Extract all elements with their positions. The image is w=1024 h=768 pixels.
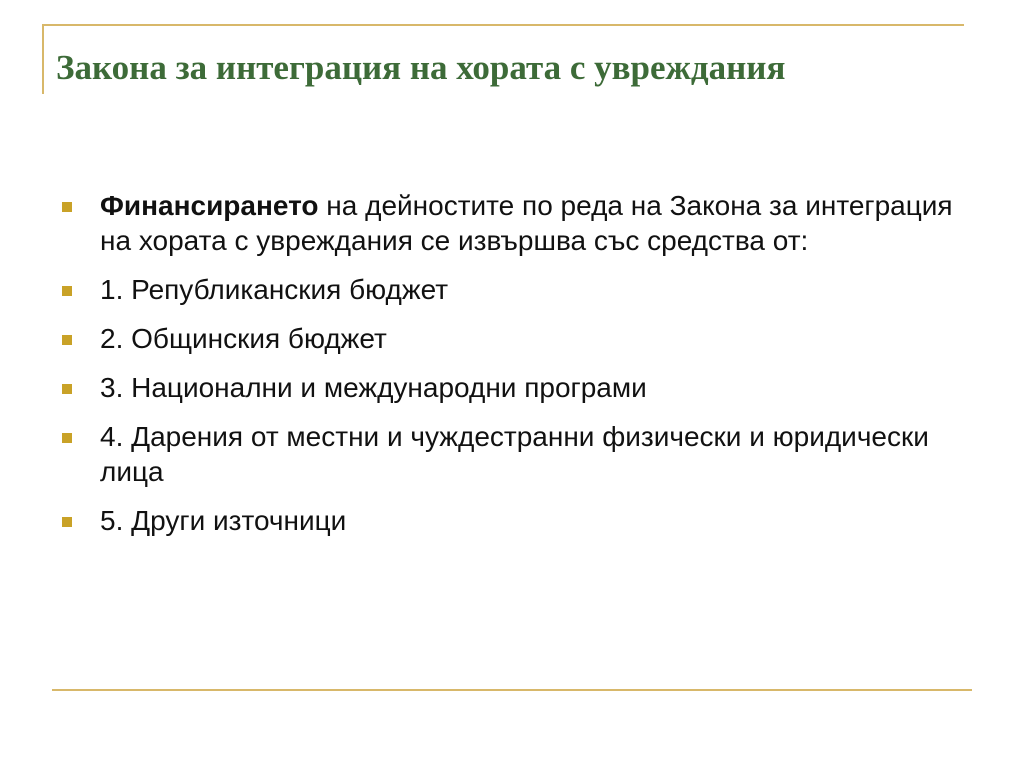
square-bullet-icon bbox=[62, 335, 72, 345]
square-bullet-icon bbox=[62, 384, 72, 394]
top-border-line bbox=[42, 24, 964, 26]
bullet-item-programs bbox=[60, 370, 970, 405]
bullet-lead-text: Финансирането bbox=[100, 190, 319, 221]
square-bullet-icon bbox=[62, 433, 72, 443]
bullet-text: 3. Национални и международни програми bbox=[100, 372, 647, 403]
bullet-text: 2. Общинския бюджет bbox=[100, 323, 387, 354]
bullet-item-republican-budget bbox=[60, 272, 970, 307]
left-border-line bbox=[42, 24, 44, 94]
bullet-text: 4. Дарения от местни и чуждестранни физически и юридически лица bbox=[100, 421, 929, 487]
bullet-item-other-sources bbox=[60, 503, 970, 538]
bullet-item-donations bbox=[60, 419, 970, 489]
bullet-text: 5. Други източници bbox=[100, 505, 347, 536]
square-bullet-icon bbox=[62, 517, 72, 527]
bullet-text: на дейностите по реда на Закона за интеграция на хората с увреждания се извършва със средства от: bbox=[100, 190, 953, 256]
slide-title: Закона за интеграция на хората с увреждания bbox=[56, 48, 786, 87]
bullet-list bbox=[60, 188, 970, 552]
bullet-text: 1. Републиканския бюджет bbox=[100, 274, 449, 305]
square-bullet-icon bbox=[62, 202, 72, 212]
bullet-item-financing bbox=[60, 188, 970, 258]
bullet-item-municipal-budget bbox=[60, 321, 970, 356]
bottom-border-line bbox=[52, 689, 972, 691]
square-bullet-icon bbox=[62, 286, 72, 296]
